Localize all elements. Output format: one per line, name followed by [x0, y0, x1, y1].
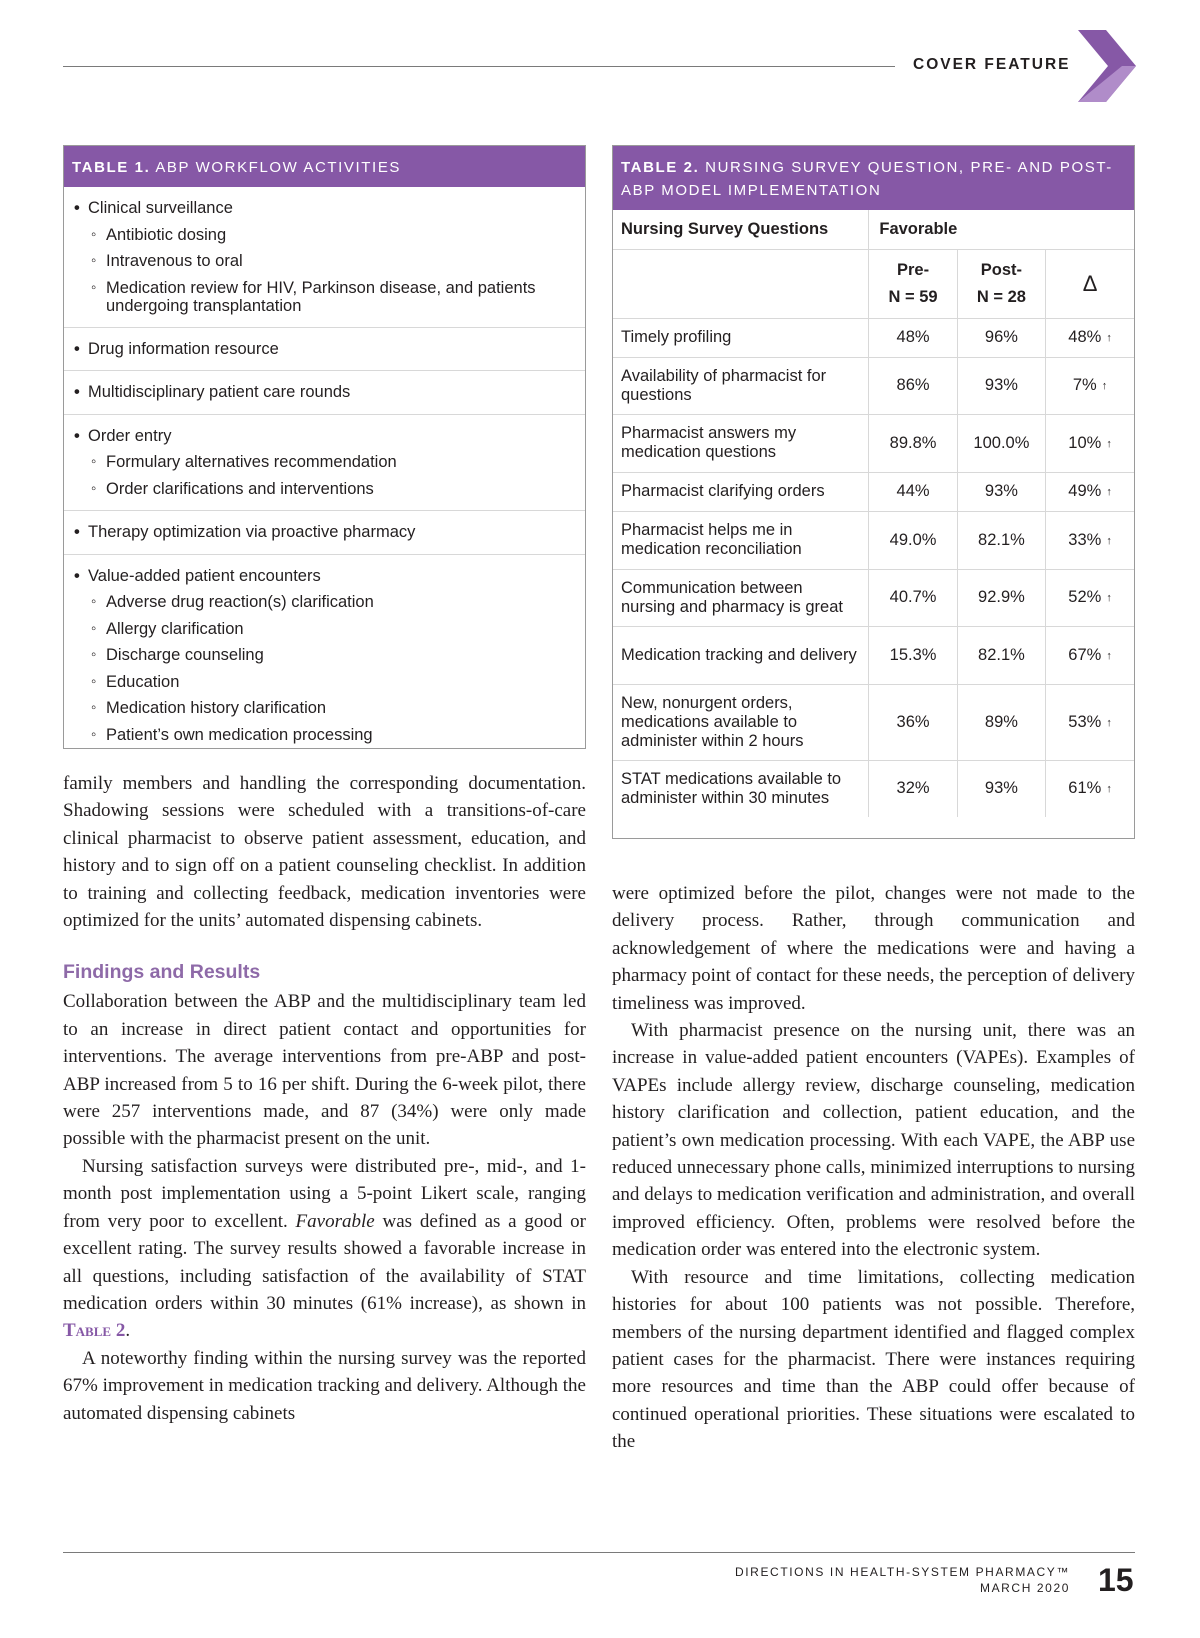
delta-cell — [1046, 684, 1134, 760]
chevron-right-icon — [1078, 30, 1136, 102]
table-row — [613, 511, 1134, 569]
delta-value: 53% — [1068, 712, 1102, 731]
table-1-subitem: ◦ Patient’s own medication processing — [74, 722, 577, 749]
col-header-pre-label: Pre- — [897, 260, 930, 279]
col-header-questions: Nursing Survey Questions — [613, 210, 869, 249]
delta-value: 61% — [1068, 779, 1102, 798]
arrow-up-icon: ↑ — [1106, 783, 1112, 796]
table-row — [613, 472, 1134, 511]
paragraph: were optimized before the pilot, changes were not made to the delivery process. Rather, through communication and acknowledgement of where the medications were and having a pharmacy point of contact for these needs, the perception of delivery timeliness was improved. — [612, 883, 1135, 1014]
delta-cell — [1046, 318, 1134, 357]
table-1-item: • Therapy optimization via proactive pharmacy — [74, 519, 577, 546]
survey-table — [613, 210, 1134, 817]
col-header-pre-n: N = 59 — [888, 287, 938, 306]
table-row — [613, 569, 1134, 626]
post-value: 96% — [957, 318, 1045, 357]
table-1-subitem: ◦ Formulary alternatives recommendation — [74, 449, 577, 476]
table-2-title — [613, 146, 1134, 210]
delta-cell — [1046, 569, 1134, 626]
table-row — [613, 318, 1134, 357]
text-run: was defined as a good or excellent rating. The survey results showed a favorable increase in all questions, including satisfaction of the availability of STAT medication orders within 30 minutes (61% increase), as shown in — [63, 1210, 587, 1314]
table-1-heading: ABP WORKFLOW ACTIVITIES — [155, 159, 402, 176]
table-row — [613, 626, 1134, 684]
table-row — [613, 414, 1134, 472]
post-value: 93% — [957, 760, 1045, 817]
arrow-up-icon: ↑ — [1106, 332, 1112, 344]
pre-value: 15.3% — [869, 626, 957, 684]
delta-cell — [1046, 472, 1134, 511]
table-2-heading: NURSING SURVEY QUESTION, PRE- AND POST-ABP MODEL IMPLEMENTATION — [621, 159, 1113, 199]
delta-value: 10% — [1068, 433, 1102, 452]
text-run: Nursing satisfaction surveys were distributed pre-, mid-, and 1-month post implementation using a 5-point Likert scale, ranging from very poor to excellent. — [63, 1155, 586, 1232]
survey-question: Pharmacist answers my medication questions — [613, 414, 869, 472]
pre-value: 44% — [869, 472, 957, 511]
col-header-favorable: Favorable — [869, 210, 1134, 249]
col-header-post-n: N = 28 — [976, 287, 1026, 306]
table-1-item: • Drug information resource — [74, 336, 577, 363]
table-1-item: • Order entry — [74, 423, 577, 450]
table-2-label: TABLE 2. — [621, 159, 700, 176]
col-header-post — [957, 249, 1045, 318]
table-1-subitem: ◦ Allergy clarification — [74, 616, 577, 643]
pre-value: 32% — [869, 760, 957, 817]
post-value: 92.9% — [957, 569, 1045, 626]
arrow-up-icon: ↑ — [1106, 437, 1112, 450]
table-row — [613, 357, 1134, 414]
table-1-subitem: ◦ Adverse drug reaction(s) clarification — [74, 589, 577, 616]
body-column-left — [63, 770, 586, 1427]
table-2-subheader-row — [613, 249, 1134, 318]
text-run: . — [125, 1320, 131, 1342]
post-value: 89% — [957, 684, 1045, 760]
table-1-group — [64, 415, 585, 512]
post-value: 100.0% — [957, 414, 1045, 472]
col-header-post-label: Post- — [980, 260, 1023, 279]
table-1 — [63, 145, 586, 749]
paragraph: A noteworthy finding within the nursing survey was the reported 67% improvement in medication tracking and delivery. Although the automated dispensing cabinets — [63, 1347, 586, 1424]
pre-value: 89.8% — [869, 414, 957, 472]
pre-value: 86% — [869, 357, 957, 414]
delta-value: 52% — [1068, 588, 1102, 606]
delta-value: 33% — [1068, 530, 1102, 549]
delta-value: 7% — [1072, 376, 1097, 394]
col-header-pre — [869, 249, 957, 318]
survey-question: Communication between nursing and pharmacy is great — [613, 569, 869, 626]
survey-question: STAT medications available to administer within 30 minutes — [613, 760, 869, 817]
table-2-header-row — [613, 210, 1134, 249]
survey-question: Timely profiling — [613, 318, 869, 357]
table-row — [613, 760, 1134, 817]
text-run-italic: Favorable — [295, 1210, 375, 1232]
arrow-up-icon: ↑ — [1106, 716, 1112, 729]
page-number: 15 — [1098, 1562, 1134, 1598]
survey-question: Availability of pharmacist for questions — [613, 357, 869, 414]
paragraph: With resource and time limitations, collecting medication histories for about 100 patients was not possible. Therefore, members of the nursing department identified and flagged complex patient cases for the pharmacist. There were instances requiring more resources and time than the ABP could offer because of continued operational priorities. These situations were escalated to the — [612, 1266, 1135, 1453]
delta-cell — [1046, 357, 1134, 414]
post-value: 93% — [957, 472, 1045, 511]
table-row — [613, 684, 1134, 760]
table-1-subitem: ◦ Medication review for HIV, Parkinson disease, and patients undergoing transplantation — [74, 275, 577, 319]
table-2 — [612, 145, 1135, 839]
header-rule — [63, 66, 895, 67]
survey-question: Pharmacist clarifying orders — [613, 472, 869, 511]
table-reference-link[interactable]: Table 2 — [63, 1320, 126, 1342]
section-heading: Findings and Results — [63, 961, 261, 984]
table-1-subitem: ◦ Discharge counseling — [74, 642, 577, 669]
table-1-subitem: ◦ Medication history clarification — [74, 695, 577, 722]
paragraph: With pharmacist presence on the nursing unit, there was an increase in value-added patient encounters (VAPEs). Examples of VAPEs include allergy review, discharge counseling, medication history clarification and collection, patient education, and the patient’s own medication processing. With each VAPE, the ABP use reduced unnecessary phone calls, minimized interruptions to nursing and delays to medication verification and administration, and overall improved efficiency. Often, problems were resolved before the medication order was entered into the electronic system. — [612, 1020, 1135, 1261]
paragraph: Collaboration between the ABP and the multidisciplinary team led to an increase in direct patient contact and opportunities for interventions. The average interventions from pre-ABP and post-ABP increased from 5 to 16 per shift. During the 6-week pilot, there were 257 interventions made, and 87 (34%) were only made possible with the pharmacist present on the unit. — [63, 991, 586, 1150]
table-1-item: • Multidisciplinary patient care rounds — [74, 379, 577, 406]
delta-value: 48% — [1068, 328, 1102, 346]
arrow-up-icon: ↑ — [1106, 649, 1112, 662]
table-1-title — [64, 146, 585, 187]
arrow-up-icon: ↑ — [1106, 592, 1112, 604]
delta-value: 49% — [1068, 482, 1102, 500]
body-column-right — [612, 880, 1135, 1456]
table-1-label: TABLE 1. — [72, 159, 151, 176]
table-1-body — [64, 187, 585, 756]
table-1-group — [64, 371, 585, 415]
publication-info — [735, 1564, 1070, 1596]
table-1-subitem: ◦ Order clarifications and interventions — [74, 476, 577, 503]
delta-cell — [1046, 760, 1134, 817]
col-header-delta: Δ — [1046, 249, 1134, 318]
table-1-subitem: ◦ Antibiotic dosing — [74, 222, 577, 249]
survey-question: Pharmacist helps me in medication reconciliation — [613, 511, 869, 569]
issue-date: MARCH 2020 — [979, 1581, 1070, 1595]
arrow-up-icon: ↑ — [1106, 534, 1112, 547]
table-1-subitem: ◦ Education — [74, 669, 577, 696]
table-1-item: • Clinical surveillance — [74, 195, 577, 222]
pre-value: 40.7% — [869, 569, 957, 626]
table-1-group — [64, 187, 585, 328]
table-1-group — [64, 328, 585, 372]
empty-cell — [613, 249, 869, 318]
arrow-up-icon: ↑ — [1101, 380, 1108, 392]
delta-value: 67% — [1068, 645, 1102, 664]
post-value: 82.1% — [957, 511, 1045, 569]
paragraph — [63, 1153, 586, 1345]
table-1-item: • Value-added patient encounters — [74, 563, 577, 590]
footer-rule — [63, 1552, 1135, 1553]
pre-value: 49.0% — [869, 511, 957, 569]
pre-value: 36% — [869, 684, 957, 760]
section-label: COVER FEATURE — [913, 56, 1071, 73]
arrow-up-icon: ↑ — [1106, 486, 1112, 498]
pre-value: 48% — [869, 318, 957, 357]
paragraph: family members and handling the corresponding documentation. Shadowing sessions were scheduled with a transitions-of-care clinical pharmacist to observe patient assessment, education, and history and to sign off on a patient counseling checklist. In addition to training and collecting feedback, medication inventories were optimized for the units’ automated dispensing cabinets. — [63, 773, 586, 932]
delta-cell — [1046, 626, 1134, 684]
table-1-subitem: ◦ Intravenous to oral — [74, 248, 577, 275]
table-1-group — [64, 511, 585, 555]
survey-question: Medication tracking and delivery — [613, 626, 869, 684]
table-1-group — [64, 555, 585, 757]
delta-cell — [1046, 414, 1134, 472]
post-value: 82.1% — [957, 626, 1045, 684]
post-value: 93% — [957, 357, 1045, 414]
delta-cell — [1046, 511, 1134, 569]
survey-question: New, nonurgent orders, medications available to administer within 2 hours — [613, 684, 869, 760]
publication-name: DIRECTIONS IN HEALTH-SYSTEM PHARMACY™ — [734, 1565, 1070, 1579]
